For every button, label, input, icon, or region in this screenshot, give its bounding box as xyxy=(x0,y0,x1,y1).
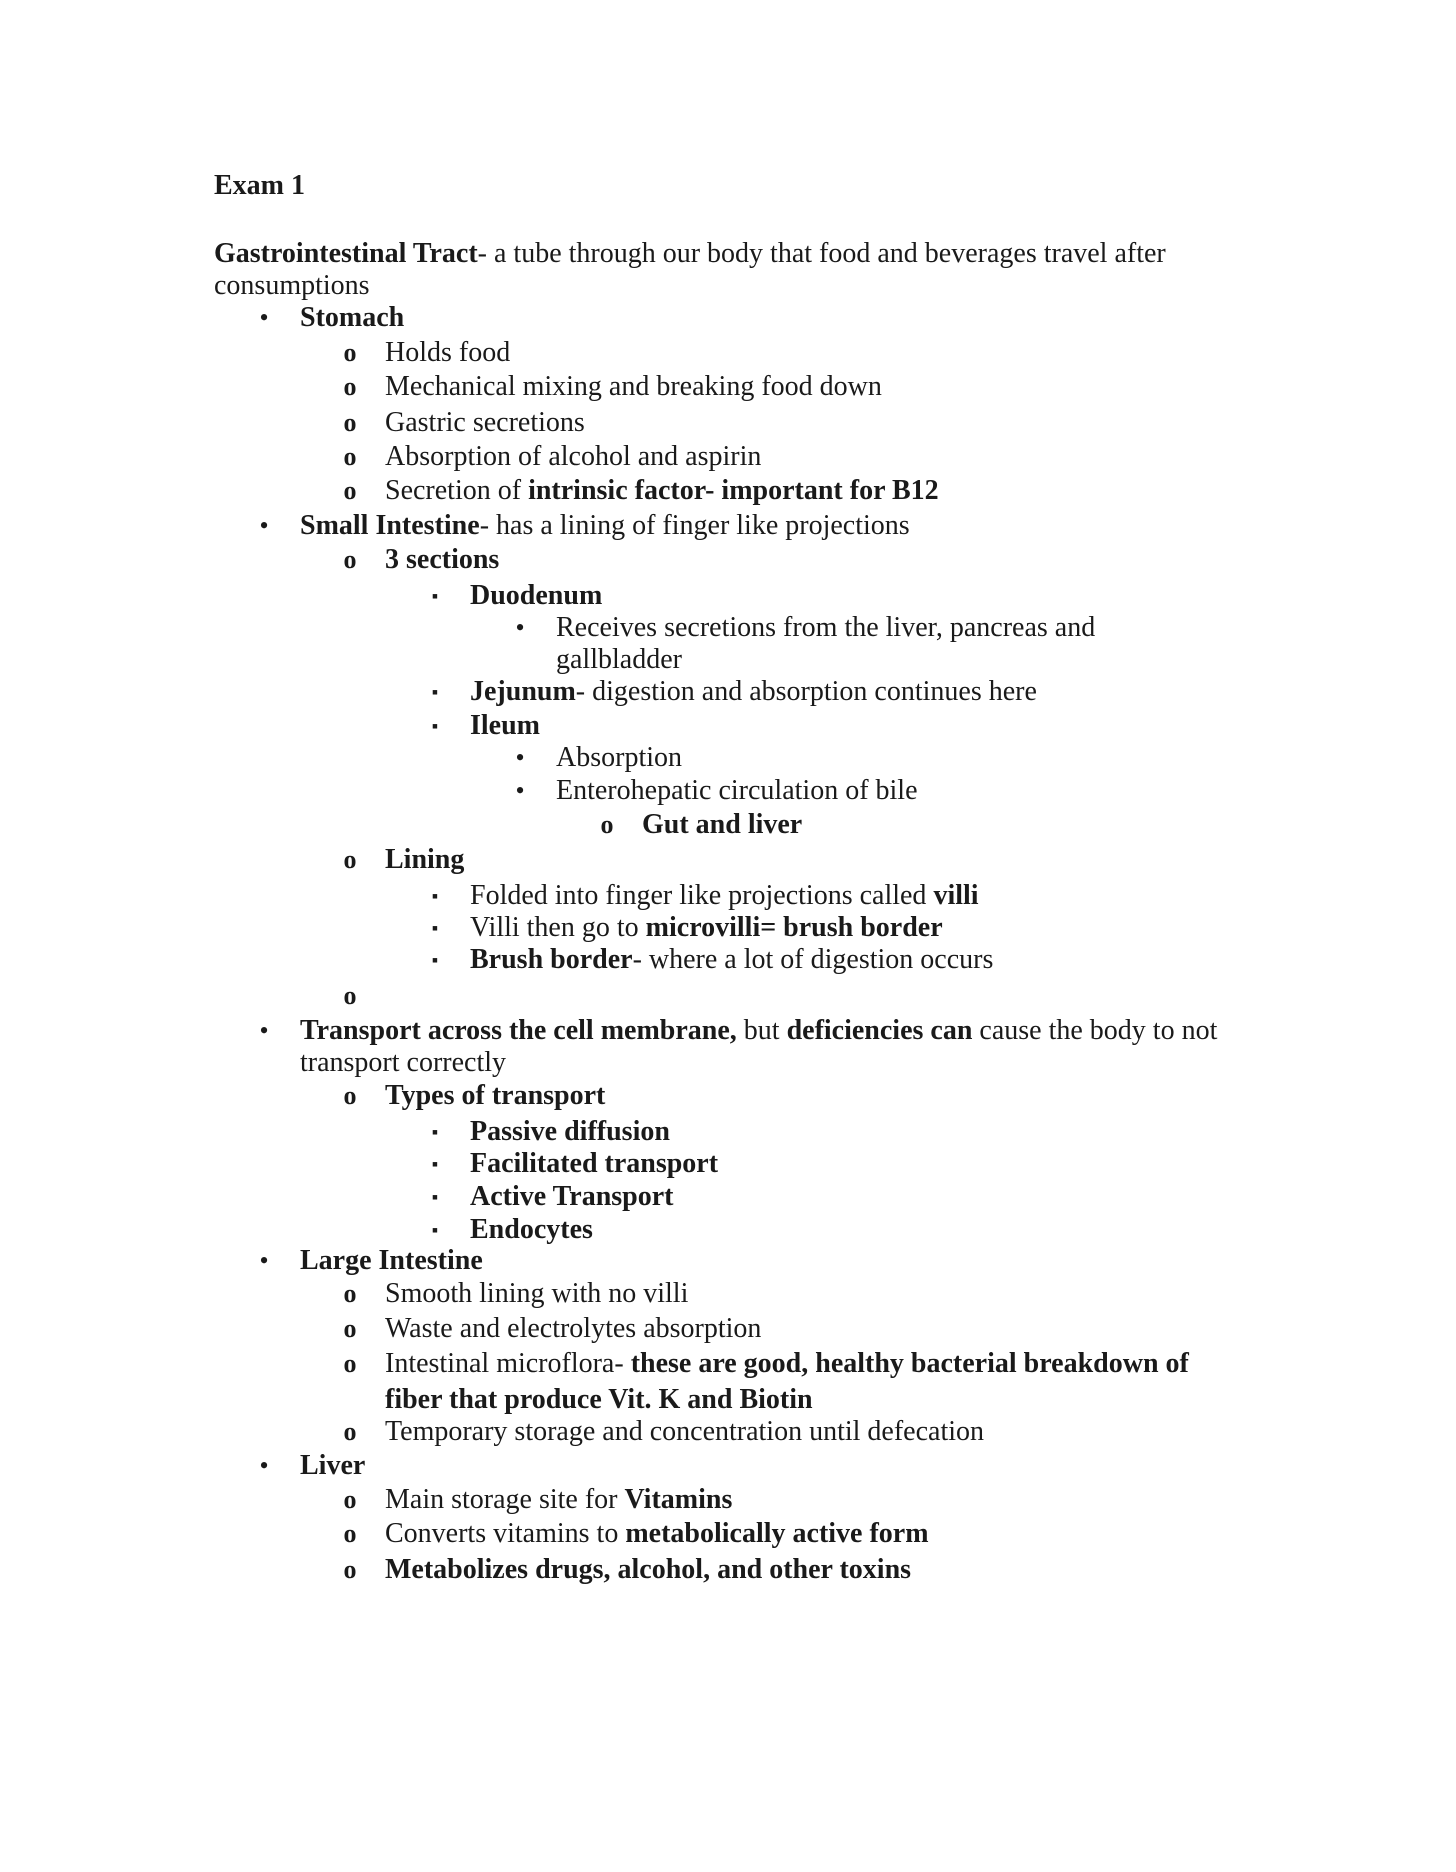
stomach-secretion-item xyxy=(385,475,939,507)
circle-marker: o xyxy=(343,476,357,505)
circle-marker: o xyxy=(343,408,357,437)
square-marker: ▪ xyxy=(431,918,439,938)
lining-item xyxy=(470,944,993,976)
square-marker: ▪ xyxy=(431,586,439,606)
transport-text: but xyxy=(736,1015,787,1046)
circle-marker: o xyxy=(343,1485,357,1514)
microflora-item xyxy=(385,1348,1189,1380)
transport-type: Passive diffusion xyxy=(470,1116,670,1147)
liver-item: Metabolizes drugs, alcohol, and other toxins xyxy=(385,1554,912,1585)
large-intestine-item: Temporary storage and concentration until defecation xyxy=(385,1416,985,1447)
bullet-marker: • xyxy=(515,776,525,805)
duodenum-heading: Duodenum xyxy=(470,580,603,611)
bullet-marker: • xyxy=(259,303,269,332)
microflora-cont: fiber that produce Vit. K and Biotin xyxy=(385,1384,813,1415)
bullet-marker: • xyxy=(259,1016,269,1045)
bullet-marker: • xyxy=(259,1246,269,1275)
transport-line xyxy=(300,1015,1217,1047)
ileum-item: Enterohepatic circulation of bile xyxy=(556,775,918,806)
secretion-term: intrinsic factor xyxy=(528,475,706,506)
duodenum-note: Receives secretions from the liver, pancreas and xyxy=(556,612,1096,643)
gut-liver-item: Gut and liver xyxy=(642,809,803,840)
large-intestine-item: Waste and electrolytes absorption xyxy=(385,1313,762,1344)
circle-marker: o xyxy=(343,1279,357,1308)
square-marker: ▪ xyxy=(431,1154,439,1174)
secretion-rest: - important for B12 xyxy=(705,475,939,506)
bullet-marker: • xyxy=(259,511,269,540)
sections-heading: 3 sections xyxy=(385,544,500,575)
circle-marker: o xyxy=(343,845,357,874)
microflora-text: Intestinal microflora- xyxy=(385,1348,631,1379)
liver-text: Main storage site for xyxy=(385,1484,625,1515)
circle-marker: o xyxy=(600,810,614,839)
liver-bold: Vitamins xyxy=(624,1484,733,1515)
lining-item xyxy=(470,880,979,912)
stomach-heading: Stomach xyxy=(300,302,405,333)
lining-bold: Brush border xyxy=(470,944,633,975)
lining-text: Folded into finger like projections called xyxy=(470,880,934,911)
circle-marker: o xyxy=(343,372,357,401)
circle-marker: o xyxy=(343,545,357,574)
intro-definition: - a tube through our body that food and beverages travel after xyxy=(477,238,1166,269)
circle-marker: o xyxy=(343,1349,357,1378)
lining-heading: Lining xyxy=(385,844,465,875)
transport-text: cause the body to not xyxy=(972,1015,1218,1046)
small-intestine-desc: - has a lining of finger like projections xyxy=(479,510,910,541)
lining-item xyxy=(470,912,943,944)
circle-marker: o xyxy=(343,1555,357,1584)
transport-line-2: transport correctly xyxy=(300,1047,507,1078)
secretion-prefix: Secretion of xyxy=(385,475,529,506)
liver-item xyxy=(385,1484,732,1516)
ileum-heading: Ileum xyxy=(470,710,540,741)
circle-marker: o xyxy=(343,442,357,471)
large-intestine-heading: Large Intestine xyxy=(300,1245,483,1276)
liver-item xyxy=(385,1518,929,1550)
stomach-item: Gastric secretions xyxy=(385,407,585,438)
lining-bold: microvilli= brush border xyxy=(645,912,943,943)
jejunum-heading: Jejunum xyxy=(470,676,576,707)
transport-type: Facilitated transport xyxy=(470,1148,719,1179)
intro-line-1 xyxy=(214,238,1166,270)
circle-marker: o xyxy=(343,1417,357,1446)
liver-heading: Liver xyxy=(300,1450,366,1481)
square-marker: ▪ xyxy=(431,716,439,736)
ileum-item: Absorption xyxy=(556,742,682,773)
transport-type: Endocytes xyxy=(470,1214,593,1245)
jejunum-line xyxy=(470,676,1037,708)
circle-marker: o xyxy=(343,1081,357,1110)
liver-bold: metabolically active form xyxy=(625,1518,929,1549)
empty-circle-marker: o xyxy=(343,981,357,1010)
square-marker: ▪ xyxy=(431,682,439,702)
bullet-marker: • xyxy=(259,1451,269,1480)
types-heading: Types of transport xyxy=(385,1080,606,1111)
jejunum-desc: - digestion and absorption continues here xyxy=(575,676,1037,707)
small-intestine-line xyxy=(300,510,910,542)
stomach-item: Holds food xyxy=(385,337,511,368)
stomach-item: Mechanical mixing and breaking food down xyxy=(385,371,882,402)
intro-term: Gastrointestinal Tract xyxy=(214,238,478,269)
page-title: Exam 1 xyxy=(214,170,305,201)
lining-text: Villi then go to xyxy=(470,912,646,943)
large-intestine-item: Smooth lining with no villi xyxy=(385,1278,689,1309)
square-marker: ▪ xyxy=(431,950,439,970)
square-marker: ▪ xyxy=(431,1220,439,1240)
bullet-marker: • xyxy=(515,743,525,772)
liver-text: Converts vitamins to xyxy=(385,1518,626,1549)
bullet-marker: • xyxy=(515,613,525,642)
lining-text: - where a lot of digestion occurs xyxy=(632,944,994,975)
duodenum-note-cont: gallbladder xyxy=(556,644,682,675)
intro-line-2: consumptions xyxy=(214,270,370,301)
square-marker: ▪ xyxy=(431,1187,439,1207)
small-intestine-heading: Small Intestine xyxy=(300,510,480,541)
square-marker: ▪ xyxy=(431,886,439,906)
lining-bold: villi xyxy=(933,880,979,911)
microflora-bold: these are good, healthy bacterial breakdown of xyxy=(630,1348,1189,1379)
circle-marker: o xyxy=(343,1519,357,1548)
transport-heading: Transport across the cell membrane, xyxy=(300,1015,737,1046)
circle-marker: o xyxy=(343,338,357,367)
circle-marker: o xyxy=(343,1314,357,1343)
stomach-item: Absorption of alcohol and aspirin xyxy=(385,441,762,472)
transport-type: Active Transport xyxy=(470,1181,674,1212)
transport-bold: deficiencies can xyxy=(786,1015,973,1046)
square-marker: ▪ xyxy=(431,1122,439,1142)
